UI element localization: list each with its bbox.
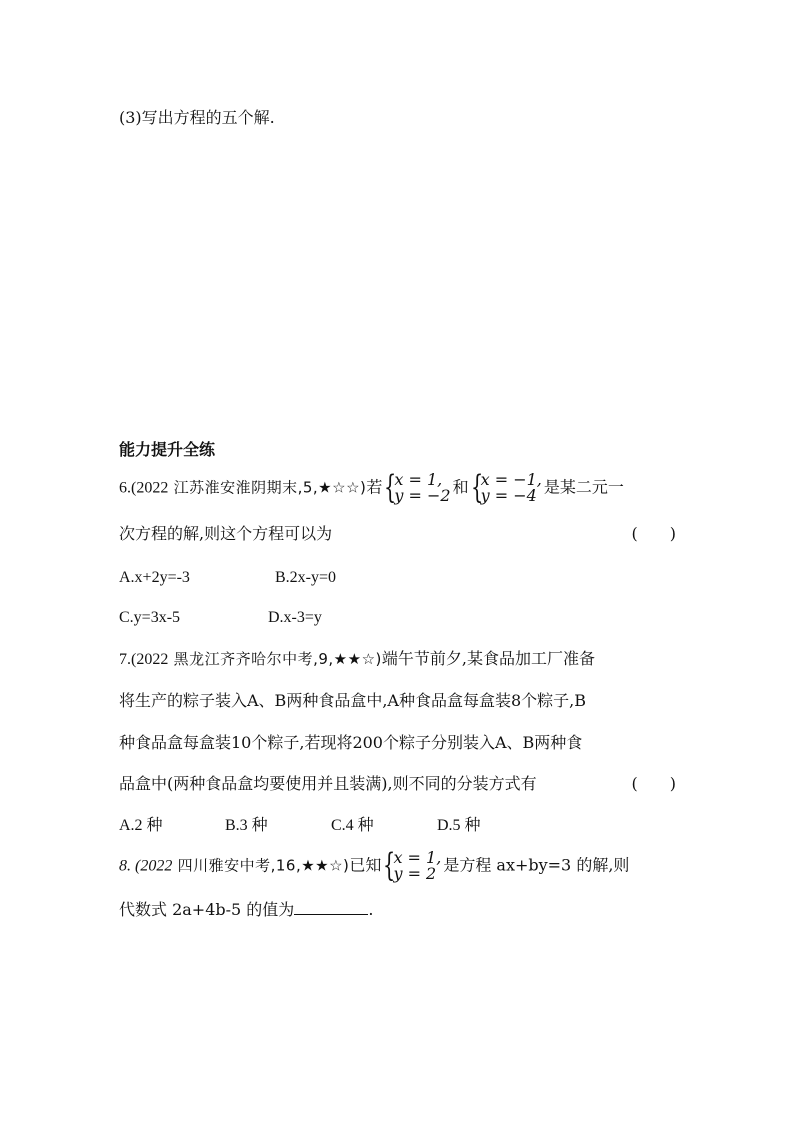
- q6-source: 江苏淮安淮阴期末,5,★☆☆): [168, 478, 367, 497]
- q7-number: 7.(2022: [119, 651, 169, 668]
- q7-line1: 7.(2022 黑龙江齐齐哈尔中考,9,★★☆)端午节前夕,某食品加工厂准备: [119, 649, 595, 668]
- q8-answer-blank[interactable]: [294, 898, 368, 915]
- q6-lead: 若: [366, 477, 383, 497]
- q7-option-b: B.3 种: [225, 817, 268, 834]
- q6-options-row1: [119, 566, 676, 590]
- q6-answer-paren: ( ): [631, 524, 676, 543]
- q6-option-b: B.2x-y=0: [275, 569, 337, 586]
- q6-system-1: { x = 1, y = −2: [384, 468, 451, 506]
- q6-option-c: C.y=3x-5: [119, 609, 181, 626]
- q7-line2: 将生产的粽子装入A、B两种食品盒中,A种食品盒每盒装8个粽子,B: [119, 691, 586, 710]
- q7-line3: 种食品盒每盒装10个粽子,若现将200个粽子分别装入A、B两种食: [119, 733, 583, 752]
- q6-mid: 和: [452, 477, 469, 497]
- q8-system: { x = 1, y = 2: [383, 846, 442, 884]
- q7-line4: 品盒中(两种食品盒均要使用并且装满),则不同的分装方式有 ( ): [119, 772, 676, 796]
- q6-option-a: A.x+2y=-3: [119, 569, 190, 586]
- q6-line2: 次方程的解,则这个方程可以为 ( ): [119, 522, 676, 546]
- q5-part3-text: (3)写出方程的五个解.: [119, 108, 275, 127]
- q6-option-d: D.x-3=y: [268, 609, 322, 626]
- q8-line1: 8. (2022 四川雅安中考,16,★★☆)已知 { x = 1, y = 2 是方程 ax+by=3 的解,则: [119, 846, 630, 884]
- q6-tail: 是某二元一: [543, 477, 624, 497]
- q8-source: 四川雅安中考,16,★★☆): [172, 856, 350, 875]
- q7-answer-paren: ( ): [631, 774, 676, 793]
- q7-options: [119, 814, 676, 838]
- q7-option-c: C.4 种: [331, 817, 374, 834]
- q6-number: 6.(2022: [119, 479, 169, 497]
- section-title: 能力提升全练: [119, 440, 216, 459]
- q7-option-a: A.2 种: [119, 817, 163, 834]
- q7-source: 黑龙江齐齐哈尔中考,9,★★☆): [168, 650, 382, 668]
- q6-options-row2: [119, 606, 676, 630]
- q6-line1: [119, 468, 676, 506]
- q8-line2: 代数式 2a+4b-5 的值为 .: [119, 900, 374, 919]
- q8-number: 8. (2022: [119, 857, 173, 875]
- q7-option-d: D.5 种: [437, 817, 481, 834]
- q6-system-2: { x = −1, y = −4: [470, 468, 542, 506]
